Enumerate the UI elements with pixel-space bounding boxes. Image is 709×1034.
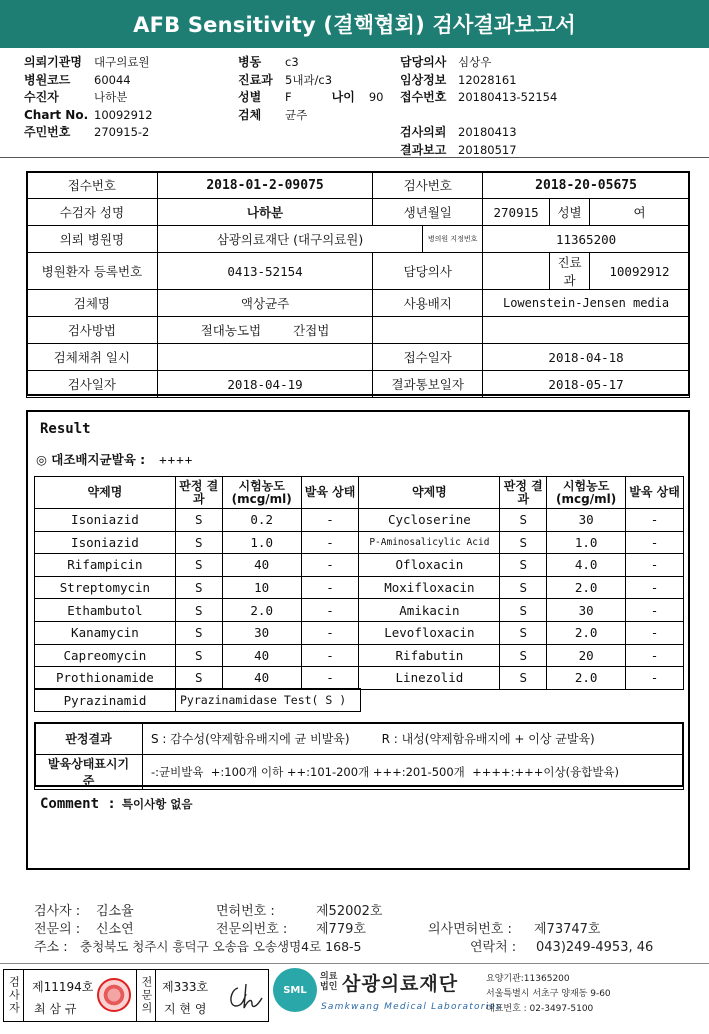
- sig-specialist-name: 지 현 영: [164, 1002, 207, 1016]
- col-result: 판정 결과: [500, 477, 547, 509]
- designated-no-label: 병의원 지정번호: [423, 226, 483, 253]
- drug-conc-cell: 2.0: [222, 599, 301, 622]
- drug-row: [35, 531, 684, 554]
- collected-label: 검체채취 일시: [27, 344, 158, 371]
- specialist-label: 전문의 :: [34, 922, 81, 937]
- tester-label: 검사자 :: [34, 904, 81, 919]
- comment-value: 특이사항 없음: [121, 797, 193, 811]
- drug-drug-cell: Rifabutin: [359, 644, 500, 667]
- sig-tester-name: 최 삼 규: [34, 1002, 77, 1016]
- drug-result-cell: S: [175, 509, 222, 532]
- drug-drug-cell: P-Aminosalicylic Acid: [359, 531, 500, 554]
- bottom-divider: [0, 963, 709, 964]
- specialist-no: 제779호: [316, 922, 366, 937]
- drug-conc-cell: 2.0: [547, 621, 626, 644]
- drug-growth-cell: -: [626, 554, 684, 577]
- mid-label: 검체: [238, 107, 262, 122]
- drug-conc-cell: 10: [222, 576, 301, 599]
- footer-specialist: [34, 918, 600, 937]
- drug-conc-cell: 0.2: [222, 509, 301, 532]
- growth-criteria-label: 발육상태표시기준: [35, 755, 143, 790]
- reg-no: 0413-52154: [157, 253, 373, 290]
- age-label: 나이: [331, 90, 355, 104]
- pyrazinamide-test: Pyrazinamidase Test( S ): [176, 689, 361, 712]
- footer-tester: [34, 900, 382, 919]
- request-table: [26, 171, 690, 398]
- doctor: [483, 253, 550, 290]
- judge-r: R : 내성(약제함유배지에 + 이상 균발육): [381, 732, 595, 746]
- left-label: 의뢰기관명: [24, 55, 82, 69]
- org-info-phone: 대표번호 : 02-3497-5100: [486, 1004, 594, 1014]
- drug-conc-cell: 1.0: [547, 531, 626, 554]
- drug-drug-cell: Streptomycin: [35, 576, 176, 599]
- left-label: Chart No.: [24, 107, 89, 122]
- mid-label: 성별: [238, 90, 262, 104]
- right-label: 결과보고: [400, 142, 447, 157]
- drug-drug-cell: Moxifloxacin: [359, 576, 500, 599]
- org-kind: 의료법인: [320, 972, 338, 992]
- mid-row: [238, 54, 383, 72]
- right-value: 20180413-52154: [458, 90, 558, 104]
- mid-row: [238, 107, 383, 125]
- result-title: Result: [40, 421, 91, 437]
- license: 제52002호: [316, 904, 383, 919]
- right-row: [400, 72, 557, 90]
- drug-result-cell: S: [175, 554, 222, 577]
- header-divider: [0, 157, 709, 158]
- header-right: [400, 54, 557, 159]
- reg-no-label: 병원환자 등록번호: [27, 253, 158, 290]
- growth-criteria: -:균비발육 +:100개 이하 ++:101-200개 +++:201-500개 ++++:+++이상(융합발육): [143, 755, 684, 790]
- drug-result-cell: S: [500, 531, 547, 554]
- pyrazinamide-row: [34, 688, 361, 712]
- drug-result-cell: S: [175, 667, 222, 690]
- drug-growth-cell: -: [301, 554, 359, 577]
- notified-label: 결과통보일자: [373, 371, 483, 398]
- drug-table: [34, 476, 684, 690]
- address-label: 주소 :: [34, 940, 68, 955]
- col-growth: 발육 상태: [301, 477, 359, 509]
- header-mid: [238, 54, 383, 124]
- pyrazinamide-name: Pyrazinamid: [35, 689, 176, 712]
- signature-box: [3, 969, 269, 1022]
- drug-result-cell: S: [500, 576, 547, 599]
- left-value: 60044: [94, 72, 131, 87]
- drug-growth-cell: -: [301, 576, 359, 599]
- drug-drug-cell: Ethambutol: [35, 599, 176, 622]
- drug-row: [35, 576, 684, 599]
- examinee-label: 수검자 성명: [27, 199, 158, 226]
- control-value: ++++: [159, 452, 194, 467]
- right-label: 접수번호: [400, 90, 447, 104]
- method-2: 간접법: [293, 323, 330, 338]
- left-value: 나하분: [94, 90, 128, 104]
- drug-drug-cell: Levofloxacin: [359, 621, 500, 644]
- drug-conc-cell: 40: [222, 667, 301, 690]
- col-drug: 약제명: [359, 477, 500, 509]
- specialist-vertical: 전문의: [136, 970, 156, 1021]
- specimen-label: 검체명: [27, 290, 158, 317]
- collected: [157, 344, 373, 371]
- method-spacer: [373, 317, 483, 344]
- mid-value: 5내과/c3: [285, 72, 333, 87]
- right-label: [400, 107, 458, 125]
- dept-label: 진료과: [550, 253, 590, 290]
- drug-growth-cell: -: [626, 509, 684, 532]
- left-row: [24, 54, 153, 72]
- judge-label: 판정결과: [35, 723, 143, 755]
- drug-conc-cell: 2.0: [547, 576, 626, 599]
- left-label: 주민번호: [24, 125, 71, 139]
- drug-row: [35, 644, 684, 667]
- specialist: 신소연: [96, 922, 134, 937]
- right-value: 12028161: [458, 72, 517, 87]
- notified: 2018-05-17: [483, 371, 690, 398]
- age-value: 90: [368, 90, 384, 104]
- mid-row: [238, 89, 383, 107]
- specialist-no-label: 전문의번호 :: [216, 922, 288, 937]
- left-value: 10092912: [94, 107, 153, 122]
- left-label: 수진자: [24, 90, 59, 104]
- drug-drug-cell: Linezolid: [359, 667, 500, 690]
- drug-growth-cell: -: [301, 509, 359, 532]
- drug-growth-cell: -: [626, 667, 684, 690]
- drug-result-cell: S: [500, 667, 547, 690]
- drug-drug-cell: Capreomycin: [35, 644, 176, 667]
- drug-result-cell: S: [500, 554, 547, 577]
- mid-value: F: [285, 90, 292, 104]
- specimen: 액상균주: [157, 290, 373, 317]
- drug-conc-cell: 30: [547, 509, 626, 532]
- medium-label: 사용배지: [373, 290, 483, 317]
- dept: 10092912: [589, 253, 689, 290]
- sex-label: 성별: [550, 199, 590, 226]
- org-info-address: 서울특별시 서초구 양재동 9-60: [486, 989, 611, 999]
- drug-growth-cell: -: [301, 621, 359, 644]
- judge-s: S : 감수성(약제함유배지에 균 비발육): [151, 732, 350, 746]
- left-row: [24, 107, 153, 125]
- doctor-license-label: 의사면허번호 :: [428, 922, 512, 937]
- drug-drug-cell: Isoniazid: [35, 531, 176, 554]
- drug-growth-cell: -: [626, 621, 684, 644]
- left-row: [24, 72, 153, 90]
- org-info-code: 요양기관:11365200: [486, 974, 570, 984]
- drug-conc-cell: 1.0: [222, 531, 301, 554]
- legend-table: [34, 722, 684, 790]
- judge-criteria: [143, 723, 684, 755]
- drug-growth-cell: -: [301, 531, 359, 554]
- col-result: 판정 결과: [175, 477, 222, 509]
- sig-specialist-no: 제333호: [162, 980, 209, 994]
- drug-result-cell: S: [175, 621, 222, 644]
- test-no: 2018-20-05675: [483, 172, 690, 199]
- right-row: [400, 124, 557, 142]
- mid-row: [238, 72, 383, 90]
- hospital: 삼광의료재단 (대구의료원): [157, 226, 422, 253]
- drug-growth-cell: -: [626, 599, 684, 622]
- right-row: [400, 54, 557, 72]
- method-empty: [483, 317, 690, 344]
- tester-vertical: 검사자: [4, 970, 24, 1021]
- drug-conc-cell: 30: [547, 599, 626, 622]
- drug-conc-cell: 30: [222, 621, 301, 644]
- drug-conc-cell: 2.0: [547, 667, 626, 690]
- org-name: 삼광의료재단: [342, 973, 459, 995]
- org-english: Samkwang Medical Laboratories: [321, 1002, 502, 1012]
- left-row: [24, 89, 153, 107]
- drug-growth-cell: -: [301, 667, 359, 690]
- drug-drug-cell: Amikacin: [359, 599, 500, 622]
- designated-no: 11365200: [483, 226, 690, 253]
- seal-stamp: [97, 978, 131, 1012]
- drug-drug-cell: Isoniazid: [35, 509, 176, 532]
- drug-result-cell: S: [175, 531, 222, 554]
- received-label: 접수일자: [373, 344, 483, 371]
- left-value: 대구의료원: [94, 55, 150, 69]
- medium: Lowenstein-Jensen media: [483, 290, 690, 317]
- control-label: ◎ 대조배지균발육 :: [36, 452, 146, 467]
- handwritten-signature: [226, 980, 266, 1014]
- drug-result-cell: S: [500, 644, 547, 667]
- drug-drug-cell: Prothionamide: [35, 667, 176, 690]
- drug-conc-cell: 20: [547, 644, 626, 667]
- doctor-license: 제73747호: [534, 922, 601, 937]
- sex: 여: [589, 199, 689, 226]
- right-value: 20180517: [458, 142, 517, 157]
- mid-value: c3: [285, 55, 299, 69]
- drug-conc-cell: 4.0: [547, 554, 626, 577]
- drug-drug-cell: Rifampicin: [35, 554, 176, 577]
- drug-growth-cell: -: [301, 644, 359, 667]
- col-conc: 시험농도 (mcg/ml): [222, 477, 301, 509]
- license-label: 면허번호 :: [216, 904, 275, 919]
- receipt-no: 2018-01-2-09075: [157, 172, 373, 199]
- address: 충청북도 청주시 흥덕구 오송읍 오송생명4로 168-5: [80, 939, 362, 954]
- drug-result-cell: S: [175, 644, 222, 667]
- drug-growth-cell: -: [626, 644, 684, 667]
- drug-result-cell: S: [500, 599, 547, 622]
- drug-growth-cell: -: [626, 531, 684, 554]
- drug-row: [35, 667, 684, 690]
- examinee-name: 나하분: [157, 199, 373, 226]
- mid-label: 진료과: [238, 72, 273, 87]
- drug-result-cell: S: [175, 599, 222, 622]
- drug-drug-cell: Kanamycin: [35, 621, 176, 644]
- comment: [40, 796, 193, 812]
- method-label: 검사방법: [27, 317, 158, 344]
- hospital-label: 의뢰 병원명: [27, 226, 158, 253]
- tester: 김소율: [96, 904, 134, 919]
- mid-label: 병동: [238, 55, 262, 69]
- contact: 043)249-4953, 46: [536, 940, 654, 955]
- drug-growth-cell: -: [301, 599, 359, 622]
- report-title: AFB Sensitivity (결핵협회) 검사결과보고서: [0, 0, 709, 48]
- footer-address: [34, 936, 653, 955]
- mid-value: 균주: [285, 107, 308, 122]
- org-logo: SML: [273, 968, 317, 1012]
- contact-label: 연락처 :: [470, 940, 517, 955]
- header-left: [24, 54, 153, 142]
- col-growth: 발육 상태: [626, 477, 684, 509]
- drug-result-cell: S: [500, 509, 547, 532]
- drug-result-cell: S: [500, 621, 547, 644]
- drug-result-cell: S: [175, 576, 222, 599]
- left-row: [24, 124, 153, 142]
- dob-label: 생년월일: [373, 199, 483, 226]
- col-conc: 시험농도 (mcg/ml): [547, 477, 626, 509]
- tested: 2018-04-19: [157, 371, 373, 398]
- control-medium-growth: [36, 450, 193, 468]
- tested-label: 검사일자: [27, 371, 158, 398]
- right-value: 20180413: [458, 125, 517, 139]
- left-label: 병원코드: [24, 72, 71, 87]
- right-label: 검사의뢰: [400, 125, 447, 139]
- right-label: 임상정보: [400, 72, 447, 87]
- org-info: [486, 972, 611, 1017]
- drug-drug-cell: Ofloxacin: [359, 554, 500, 577]
- right-label: 담당의사: [400, 55, 447, 69]
- drug-growth-cell: -: [626, 576, 684, 599]
- left-value: 270915-2: [94, 125, 150, 139]
- doctor-label: 담당의사: [373, 253, 483, 290]
- right-value: 심상우: [458, 55, 492, 69]
- received: 2018-04-18: [483, 344, 690, 371]
- drug-row: [35, 554, 684, 577]
- method-1: 절대농도법: [200, 323, 262, 338]
- receipt-no-label: 접수번호: [27, 172, 158, 199]
- drug-drug-cell: Cycloserine: [359, 509, 500, 532]
- drug-row: [35, 599, 684, 622]
- col-drug: 약제명: [35, 477, 176, 509]
- dob: 270915: [483, 199, 550, 226]
- drug-conc-cell: 40: [222, 554, 301, 577]
- comment-label: Comment :: [40, 796, 116, 812]
- sig-tester-no: 제11194호: [32, 980, 94, 994]
- drug-row: [35, 621, 684, 644]
- method: [157, 317, 373, 344]
- drug-row: [35, 509, 684, 532]
- drug-conc-cell: 40: [222, 644, 301, 667]
- test-no-label: 검사번호: [373, 172, 483, 199]
- right-row: [400, 89, 557, 107]
- right-row: [400, 107, 557, 125]
